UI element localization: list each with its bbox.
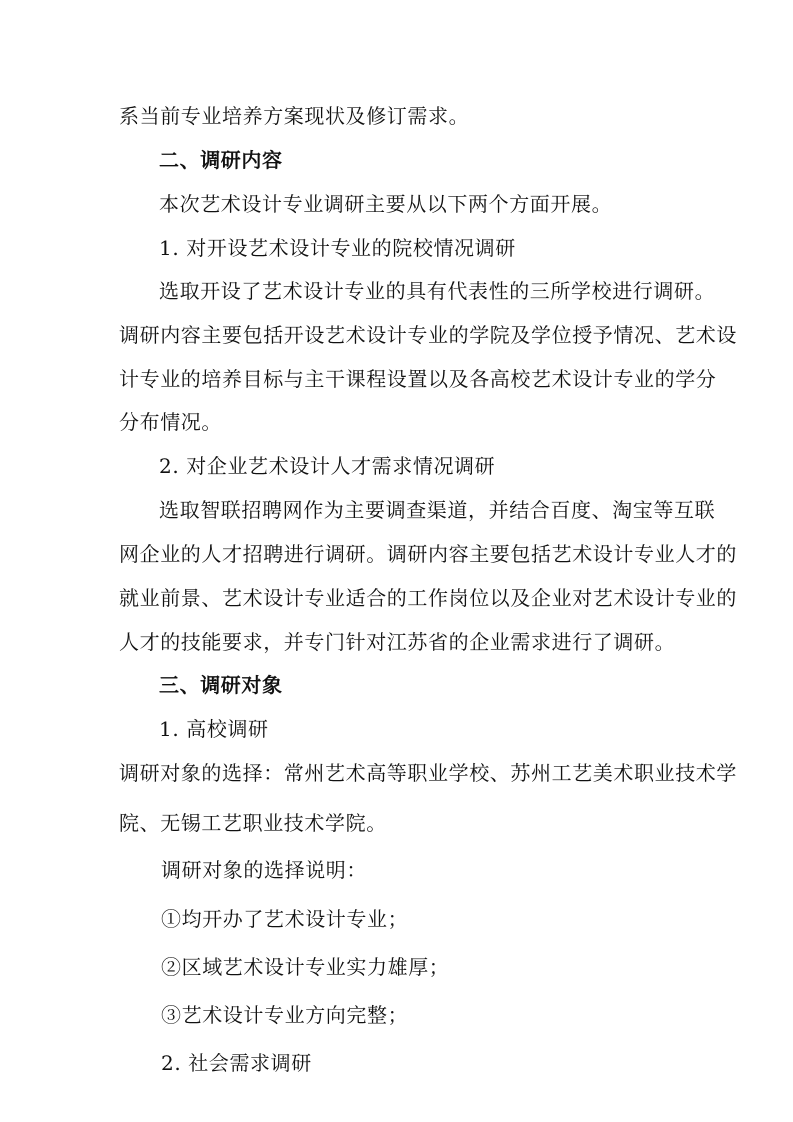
paragraph-line: 网企业的人才招聘进行调研。调研内容主要包括艺术设计专业人才的 (119, 542, 737, 566)
paragraph-line: 调研内容主要包括开设艺术设计专业的学院及学位授予情况、艺术设 (119, 323, 737, 347)
section-heading: 二、调研内容 (159, 148, 283, 172)
paragraph-line: 院、无锡工艺职业技术学院。 (119, 811, 387, 835)
paragraph-line: 系当前专业培养方案现状及修订需求。 (119, 104, 470, 128)
list-item: ②区域艺术设计专业实力雄厚； (161, 955, 450, 979)
section-heading: 三、调研对象 (159, 673, 283, 697)
subheading: 2. 对企业艺术设计人才需求情况调研 (159, 454, 496, 478)
list-item: ①均开办了艺术设计专业； (161, 907, 409, 931)
paragraph-line: 分布情况。 (119, 410, 222, 434)
paragraph-line: 选取开设了艺术设计专业的具有代表性的三所学校进行调研。 (159, 279, 716, 303)
subheading: 1. 对开设艺术设计专业的院校情况调研 (159, 236, 516, 260)
paragraph-line: 调研对象的选择：常州艺术高等职业学校、苏州工艺美术职业技术学 (119, 761, 737, 785)
subheading: 1. 高校调研 (159, 717, 269, 741)
paragraph-line: 选取智联招聘网作为主要调查渠道，并结合百度、淘宝等互联 (159, 498, 716, 522)
paragraph-line: 本次艺术设计专业调研主要从以下两个方面开展。 (159, 192, 613, 216)
list-item: ③艺术设计专业方向完整； (161, 1003, 409, 1027)
paragraph-line: 人才的技能要求，并专门针对江苏省的企业需求进行了调研。 (119, 630, 676, 654)
paragraph-line: 调研对象的选择说明： (161, 858, 367, 882)
paragraph-line: 就业前景、艺术设计专业适合的工作岗位以及企业对艺术设计专业的 (119, 586, 737, 610)
subheading: 2. 社会需求调研 (161, 1051, 312, 1075)
paragraph-line: 计专业的培养目标与主干课程设置以及各高校艺术设计专业的学分 (119, 367, 717, 391)
